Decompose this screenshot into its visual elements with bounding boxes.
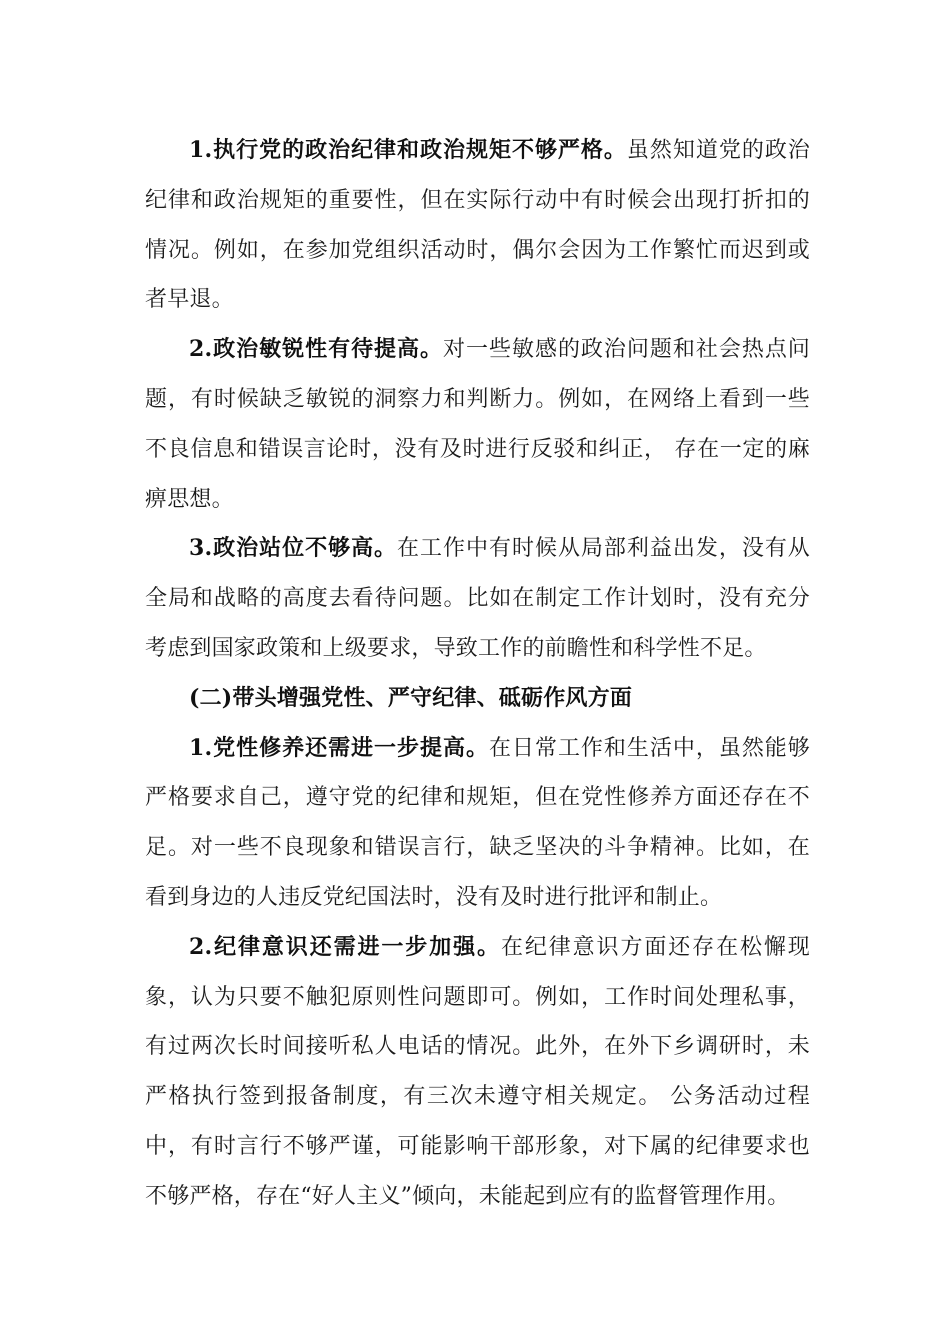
paragraph-lead: 3.政治站位不够高。 [189, 535, 398, 562]
paragraph-discipline-awareness [145, 923, 810, 1222]
paragraph-lead: 2.政治敏锐性有待提高。 [189, 336, 444, 363]
paragraph-lead: 1.执行党的政治纪律和政治规矩不够严格。 [189, 137, 627, 163]
paragraph-lead: 1.党性修养还需进一步提高。 [189, 734, 489, 761]
section-heading: (二)带头增强党性、严守纪律、砥砺作风方面 [189, 684, 633, 711]
paragraph-text: 在纪律意识方面还存在松懈现象，认为只要不触犯原则性问题即可。例如，工作时间处理私事，有过两次长时间接听私人电话的情况。此外，在外下乡调研时，未严格执行签到报备制度，有三次未遵守相关规定。 公务活动过程中，有时言行不够严谨，可能影响干部形象，对下属的纪律要求也不够严格，存在“好人主义”倾向，未能起到应有的监督管理作用。 [145, 934, 810, 1209]
paragraph-text: 在日常工作和生活中，虽然能够严格要求自己，遵守党的纪律和规矩，但在党性修养方面还存在不足。对一些不良现象和错误言行，缺乏坚决的斗争精神。比如，在看到身边的人违反党纪国法时，没有及时进行批评和制止。 [145, 735, 810, 910]
paragraph-text: 虽然知道党的政治纪律和政治规矩的重要性，但在实际行动中有时候会出现打折扣的情况。例如，在参加党组织活动时，偶尔会因为工作繁忙而迟到或者早退。 [145, 138, 811, 313]
paragraph-text: 在工作中有时候从局部利益出发，没有从全局和战略的高度去看待问题。比如在制定工作计划时，没有充分考虑到国家政策和上级要求，导致工作的前瞻性和科学性不足。 [145, 536, 811, 661]
paragraph-political-stance [145, 524, 810, 673]
paragraph-political-sensitivity [145, 325, 810, 524]
paragraph-lead: 2.纪律意识还需进一步加强。 [189, 933, 501, 960]
paragraph-political-discipline [145, 126, 810, 325]
paragraph-text: 对一些敏感的政治问题和社会热点问题，有时候缺乏敏锐的洞察力和判断力。例如，在网络上看到一些不良信息和错误言论时，没有及时进行反驳和纠正， 存在一定的麻痹思想。 [145, 337, 810, 512]
paragraph-party-spirit [145, 724, 810, 923]
document-body [145, 126, 810, 1222]
